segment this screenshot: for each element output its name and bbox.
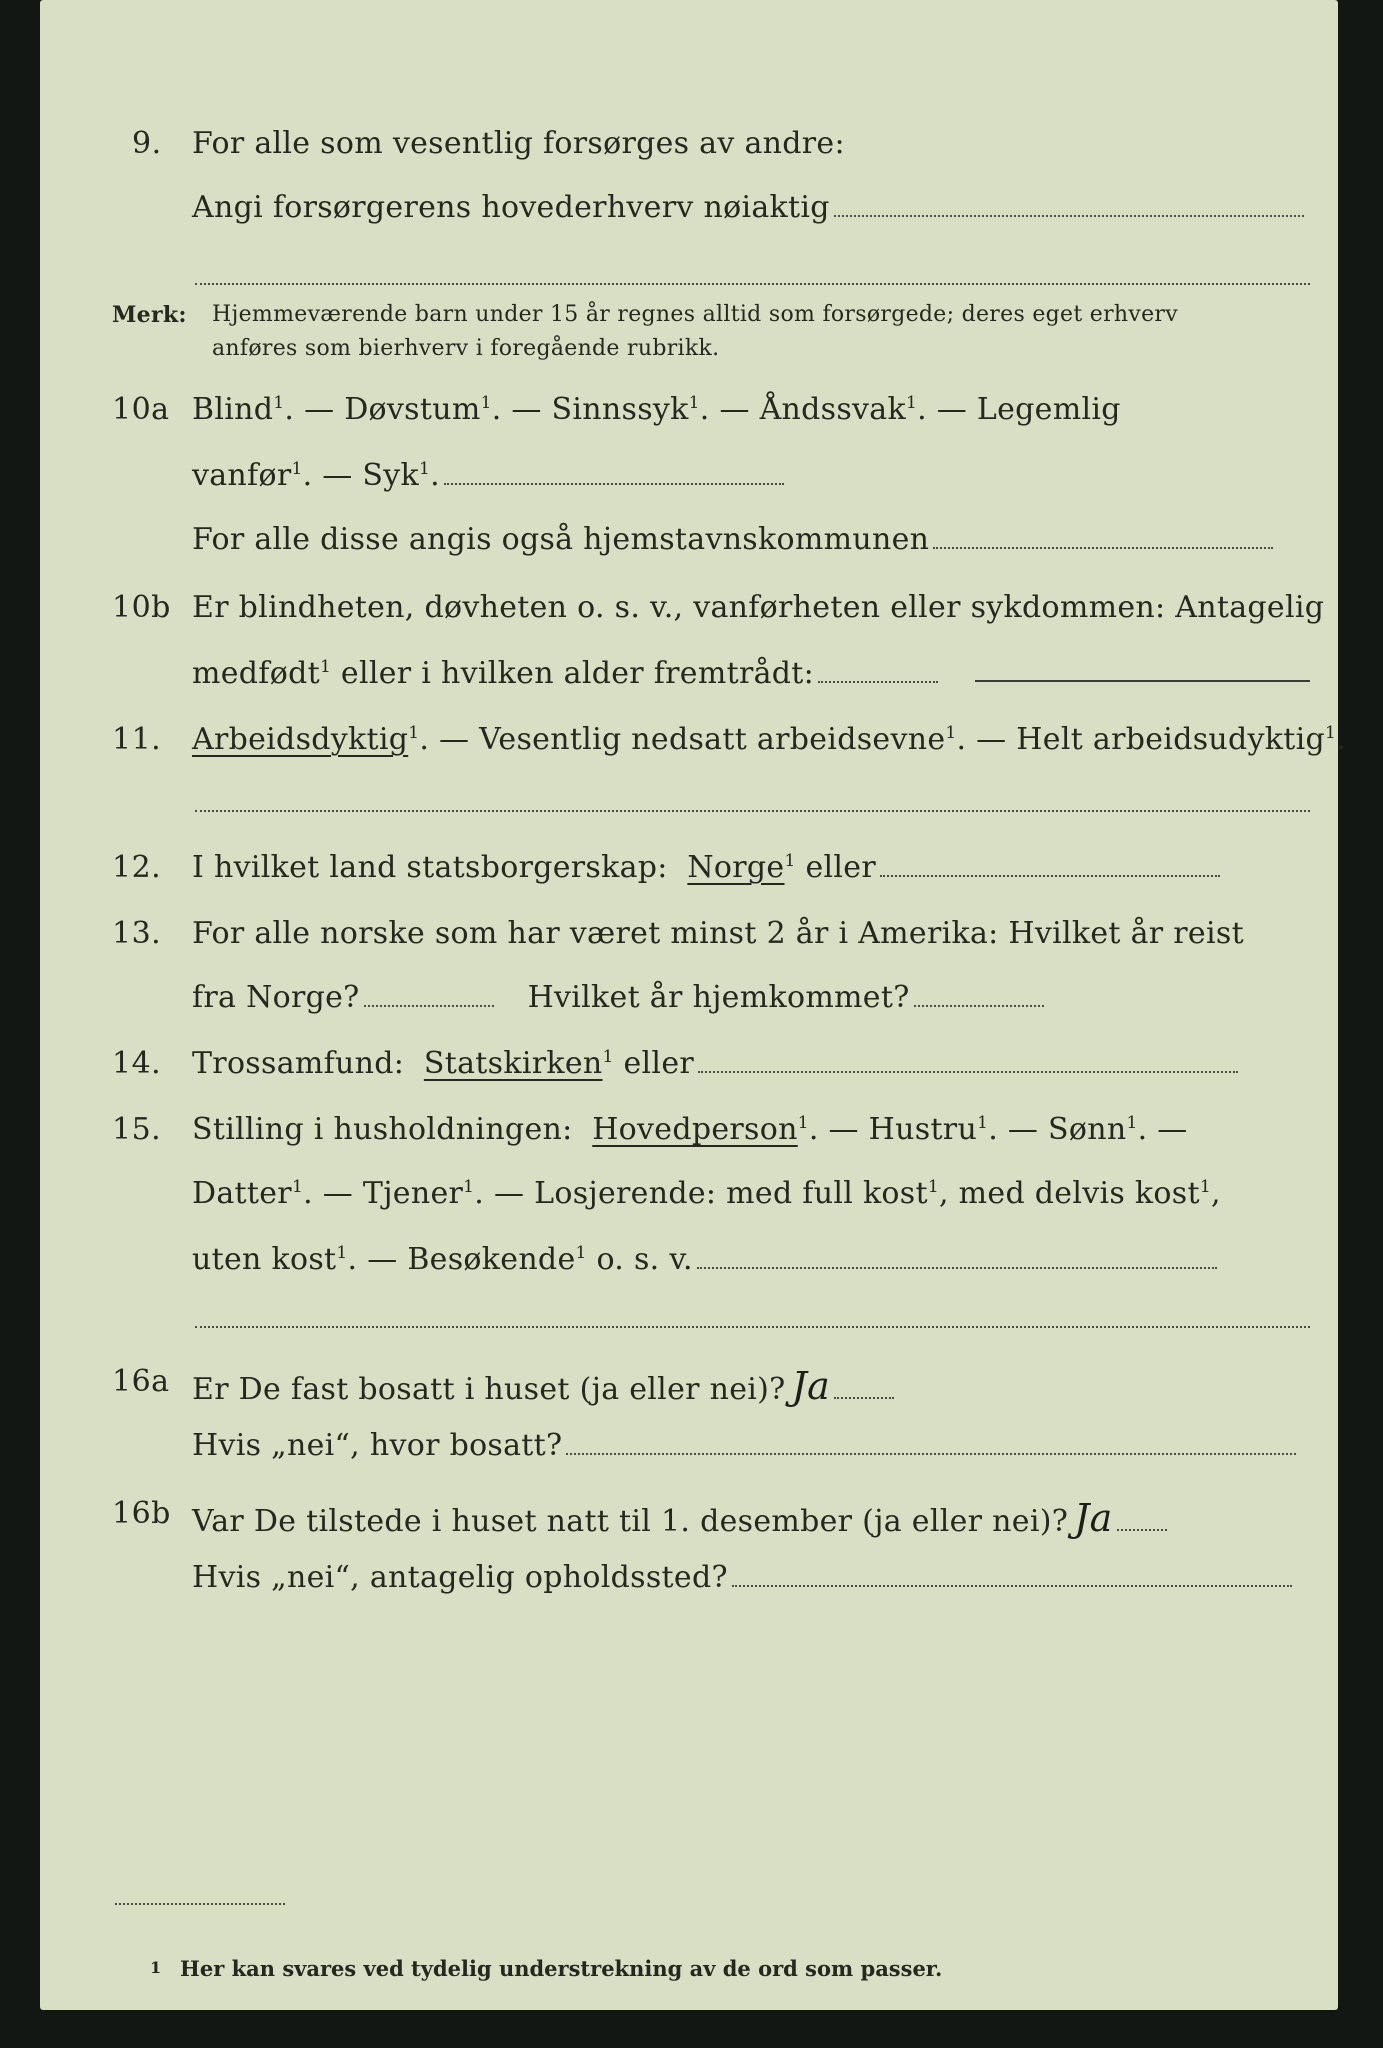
q11-udyktig[interactable]: . — Helt arbeidsudyktig [956,722,1325,757]
footnote-ref: 1 [688,393,700,413]
q12-norge[interactable]: Norge [687,850,785,885]
footnote-ref: 1 [797,1113,809,1133]
q15-line1 [192,1112,1188,1147]
q11-answer-field[interactable] [195,810,1310,812]
footnote-ref: 1 [291,459,303,479]
q16b-number: 16b [112,1496,171,1531]
q13-reist: fra Norge? [192,980,360,1015]
q14-line [192,1046,1238,1081]
q14-tail: eller [613,1046,695,1081]
q15-comma: , [1210,1176,1221,1211]
footnote-ref: 1 [602,1047,614,1067]
footnote-ref: 1 [418,459,431,479]
q15-stilling: Stilling i husholdningen: [192,1112,573,1147]
footnote-ref: 1 [319,657,332,677]
q11-line: Arbeidsdyktig$^1$. — Vesentlig nedsatt arbeidsevne$^1$. — Helt arbeidsudyktig$^1$. [192,722,1346,757]
q12-text: I hvilket land statsborgerskap: [192,850,668,885]
footnote-ref: 1 [408,723,420,743]
q10a-line2: vanfør$^1$. — Syk$^1$. [192,458,784,493]
q16a-answer-field[interactable] [834,1396,894,1399]
q10b-line1: Er blindheten, døvheten o. s. v., vanførheten eller sykdommen: Antagelig [192,590,1325,625]
q15-uten-kost[interactable]: uten kost [192,1242,337,1277]
q9-line2 [192,190,1304,225]
q9-number: 9. [132,126,162,161]
q10b-number: 10b [112,590,171,625]
q10a-line1 [192,392,1121,427]
q15-line3 [192,1242,1217,1277]
q10a-answer-field[interactable] [444,482,784,485]
q13-number: 13. [112,916,162,951]
q16b-question: Var De tilstede i huset natt til 1. desember (ja eller nei)? [192,1504,1069,1539]
q13-line2 [192,980,1044,1015]
q12-number: 12. [112,850,162,885]
q11-number: 11. [112,722,162,757]
q15-delvis-kost[interactable]: , med delvis kost [938,1176,1200,1211]
q10a-dovstum[interactable]: . — Døvstum [284,392,481,427]
q10b-line2 [192,656,938,691]
q10a-andssvak[interactable]: . — Åndssvak [699,392,906,427]
q16a-number: 16a [112,1364,170,1399]
footnote-ref: 1 [1199,1177,1211,1197]
q14-answer-field[interactable] [698,1070,1238,1073]
q10a-legemlig[interactable]: . — Legemlig [917,392,1121,427]
footnote-ref: 1 [927,1177,939,1197]
footnote-text: Her kan svares ved tydelig understrekning av de ord som passer. [180,1956,943,1981]
q10a-sinnssyk[interactable]: . — Sinnssyk [491,392,689,427]
q10a-blind[interactable]: Blind [192,392,274,427]
q14-text: Trossamfund: [192,1046,405,1081]
q16b-line1 [192,1496,1167,1540]
merk-label: Merk: [112,302,187,328]
footnote-ref: 1 [463,1177,475,1197]
q16b-line2 [192,1560,1292,1595]
footnote-ref: 1 [273,393,285,413]
q15-tjener[interactable]: . — Tjener [303,1176,464,1211]
footnote-ref: 1 [977,1113,989,1133]
q12-answer-field[interactable] [880,874,1220,877]
q16a-line1 [192,1364,894,1408]
q16b-answer-field[interactable] [1117,1528,1167,1531]
q15-hustru[interactable]: . — Hustru [808,1112,978,1147]
q13-reist-field[interactable] [364,1004,494,1007]
q15-dash: . — [1137,1112,1188,1147]
q10a-number: 10a [112,392,170,427]
q15-datter[interactable]: Datter [192,1176,292,1211]
q10b-alder: eller i hvilken alder fremtrådt: [331,656,815,691]
q15-sonn[interactable]: . — Sønn [988,1112,1127,1147]
q12-tail: eller [795,850,876,885]
q11-nedsatt[interactable]: . — Vesentlig nedsatt arbeidsevne [419,722,946,757]
footnote-ref: 1 [575,1243,587,1263]
q9-answer-field[interactable] [834,214,1304,217]
q10a-syk[interactable]: . — Syk [302,458,419,493]
footnote-ref: 1 [945,723,957,743]
q13-hjemkommet-field[interactable] [914,1004,1044,1007]
q13-line1: For alle norske som har været minst 2 år i Amerika: Hvilket år reist [192,916,1244,951]
footnote-ref: 1 [784,851,796,871]
q15-answer-field-2[interactable] [195,1326,1310,1328]
footnote-ref: 1 [291,1177,304,1197]
merk-line2: anføres som bierhverv i foregående rubrikk. [212,336,720,361]
q10b-medfodt[interactable]: medfødt [192,656,320,691]
merk-line1: Hjemmeværende barn under 15 år regnes alltid som forsørgede; deres eget erhverv [212,302,1178,327]
q15-number: 15. [112,1112,162,1147]
footnote-ref: 1 [336,1243,348,1263]
q10a-line3-text: For alle disse angis også hjemstavnskommunen [192,522,930,557]
q13-hjemkommet: Hvilket år hjemkommet? [527,980,910,1015]
q16a-line2 [192,1428,1296,1463]
footnote-mark: 1 [150,1958,162,1977]
q16a-question: Er De fast bosatt i huset (ja eller nei)? [192,1372,786,1407]
q9-line1: For alle som vesentlig forsørges av andre: [192,126,845,161]
q9-line2-text: Angi forsørgerens hovederhverv nøiaktig [192,190,830,225]
q16a-hvis-nei: Hvis „nei“, hvor bosatt? [192,1428,563,1463]
q16b-hvis-nei: Hvis „nei“, antagelig opholdssted? [192,1560,728,1595]
footnote-ref: 1 [905,393,918,413]
q9-answer-field-2[interactable] [195,283,1310,285]
q14-number: 14. [112,1046,162,1081]
q16b-answer[interactable]: Ja [1074,1496,1113,1540]
footnote-ref: 1 [480,393,492,413]
q16a-answer[interactable]: Ja [791,1364,831,1408]
q15-hovedperson[interactable]: Hovedperson [592,1112,798,1147]
q15-besokende[interactable]: . — Besøkende [347,1242,576,1277]
q10b-answer-field[interactable] [818,680,938,683]
q10a-vanfor[interactable]: vanfør [192,458,292,493]
q15-line2 [192,1176,1221,1211]
q15-osv: o. s. v. [586,1242,693,1277]
q10a-line3 [192,522,1273,557]
q16a-bosatt-field[interactable] [566,1452,1296,1455]
q12-line [192,850,1220,885]
q10a-hjemstavn-field[interactable] [933,546,1273,549]
q15-losjerende[interactable]: . — Losjerende: med full kost [474,1176,928,1211]
q15-answer-field[interactable] [697,1266,1217,1269]
form-page [40,0,1346,2010]
footnote-divider [115,1903,285,1905]
q14-statskirken[interactable]: Statskirken [423,1046,603,1081]
q11-arbeidsdyktig[interactable]: Arbeidsdyktig [192,722,409,757]
footnote-ref: 1 [1126,1113,1138,1133]
footnote-ref: 1 [1325,723,1337,743]
q10b-answer-line [975,680,1310,682]
q16b-opholdssted-field[interactable] [732,1584,1292,1587]
